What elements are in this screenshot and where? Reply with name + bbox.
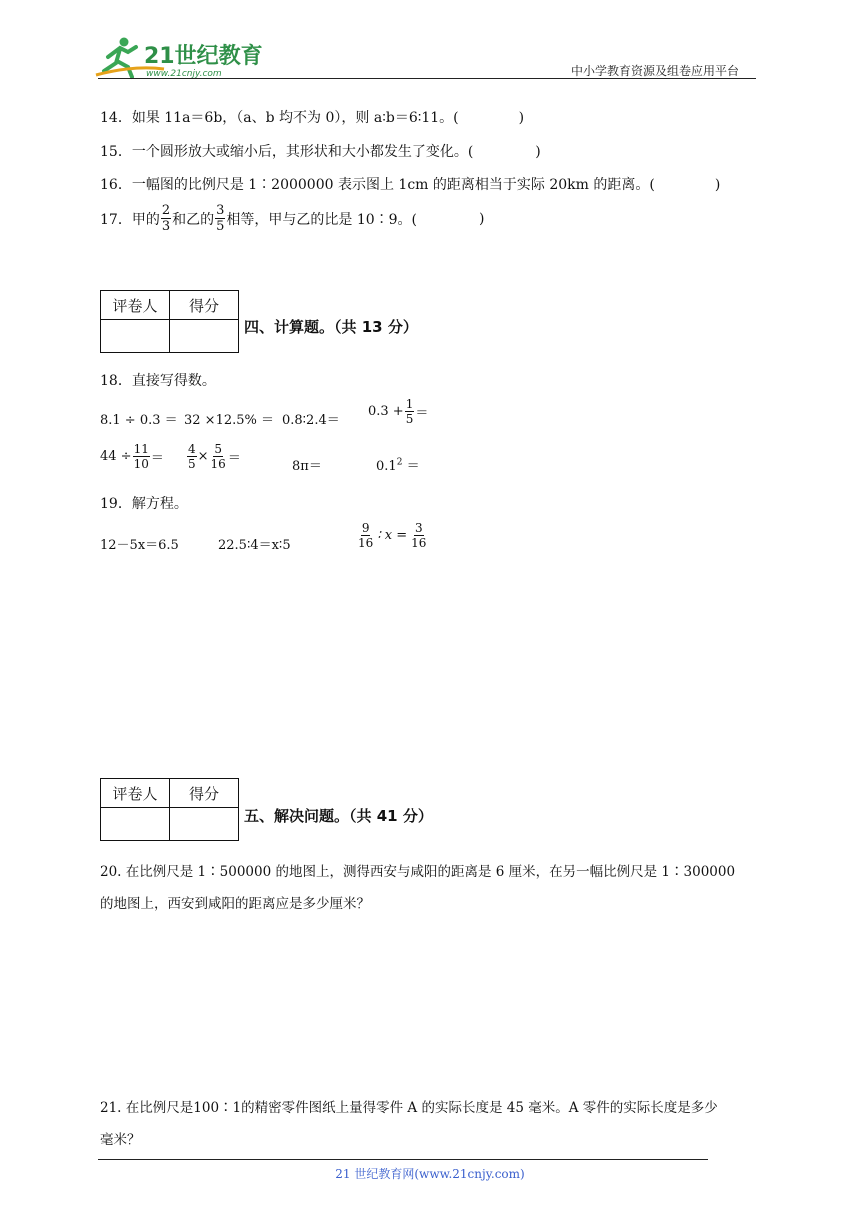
fraction: $\frac{3}{5}$ [216, 203, 225, 234]
fraction: $\frac{4}{5}$ [188, 442, 196, 471]
score-cell[interactable] [170, 320, 239, 353]
platform-name: 中小学教育资源及组卷应用平台 [571, 64, 740, 78]
question-21-line1: 21. 在比例尺是100∶1的精密零件图纸上量得零件 A 的实际长度是 45 毫米。A 零件的实际长度是多少 [100, 1100, 718, 1116]
fraction: $\frac{1}{5}$ [405, 397, 414, 426]
q19-eq-3: $\frac{9}{16}$ ∶ x = $\frac{3}{16}$ [358, 521, 427, 550]
q18-expr-2: 32 ×12.5% ＝ [184, 413, 274, 428]
question-21-line2: 毫米？ [100, 1132, 141, 1148]
reviewer-cell[interactable] [101, 320, 170, 353]
q18-expr-6: $\frac{4}{5}$ × $\frac{5}{16}$ ＝ [188, 442, 241, 471]
logo-url: www.21cnjy.com [146, 69, 222, 79]
question-20-line1: 20. 在比例尺是 1∶500000 的地图上，测得西安与咸阳的距离是 6 厘米，在另一幅比例尺是 1∶300000 [100, 864, 736, 880]
question-16: 16．一幅图的比例尺是 1∶2000000 表示图上 1cm 的距离相当于实际 20km 的距离。( ) [100, 177, 721, 193]
question-18-title: 18．直接写得数。 [100, 373, 216, 389]
q18-expr-3: 0.8∶2.4＝ [282, 413, 340, 428]
q19-eq-2: 22.5∶4＝x∶5 [218, 538, 291, 553]
section4-title: 四、计算题。（共 13 分） [244, 318, 418, 336]
question-17: 17．甲的 $\frac{2}{3}$ 和乙的 $\frac{3}{5}$ 相等，甲与乙的比是 10∶9。( ) [100, 203, 485, 234]
question-20-line2: 的地图上，西安到咸阳的距离应是多少厘米？ [100, 896, 370, 912]
q18-expr-1: 8.1 ÷ 0.3 ＝ [100, 413, 178, 428]
score-label: 得分 [170, 779, 239, 808]
footer-link[interactable]: 21 世纪教育网(www.21cnjy.com) [335, 1167, 525, 1181]
q18-expr-8: $0.1^2$ ＝ [376, 457, 420, 474]
question-19-title: 19．解方程。 [100, 496, 188, 512]
fraction: $\frac{5}{16}$ [210, 442, 226, 471]
grade-box-section4 [100, 290, 239, 353]
q18-expr-7: 8π＝ [292, 459, 322, 474]
q18-expr-5: 44 ÷ $\frac{11}{10}$ ＝ [100, 442, 164, 471]
grade-box-section5 [100, 778, 239, 841]
fraction: $\frac{2}{3}$ [161, 203, 171, 234]
q18-expr-4: 0.3 + $\frac{1}{5}$ ＝ [368, 397, 429, 426]
reviewer-cell[interactable] [101, 808, 170, 841]
q19-eq-1: 12－5x＝6.5 [100, 538, 179, 553]
score-label: 得分 [170, 291, 239, 320]
logo-text: 21世纪教育 [144, 44, 263, 69]
question-15: 15．一个圆形放大或缩小后，其形状和大小都发生了变化。( ) [100, 144, 541, 160]
site-logo [94, 35, 264, 81]
section5-title: 五、解决问题。（共 41 分） [244, 807, 433, 825]
score-cell[interactable] [170, 808, 239, 841]
reviewer-label: 评卷人 [101, 779, 170, 808]
footer-divider [98, 1159, 708, 1160]
fraction: $\frac{11}{10}$ [133, 442, 149, 471]
question-14: 14．如果 11a＝6b，（a、b 均不为 0），则 a∶b＝6∶11。( ) [100, 110, 525, 126]
reviewer-label: 评卷人 [101, 291, 170, 320]
fraction: $\frac{9}{16}$ [358, 521, 374, 550]
header-divider [98, 78, 756, 79]
fraction: $\frac{3}{16}$ [411, 521, 427, 550]
